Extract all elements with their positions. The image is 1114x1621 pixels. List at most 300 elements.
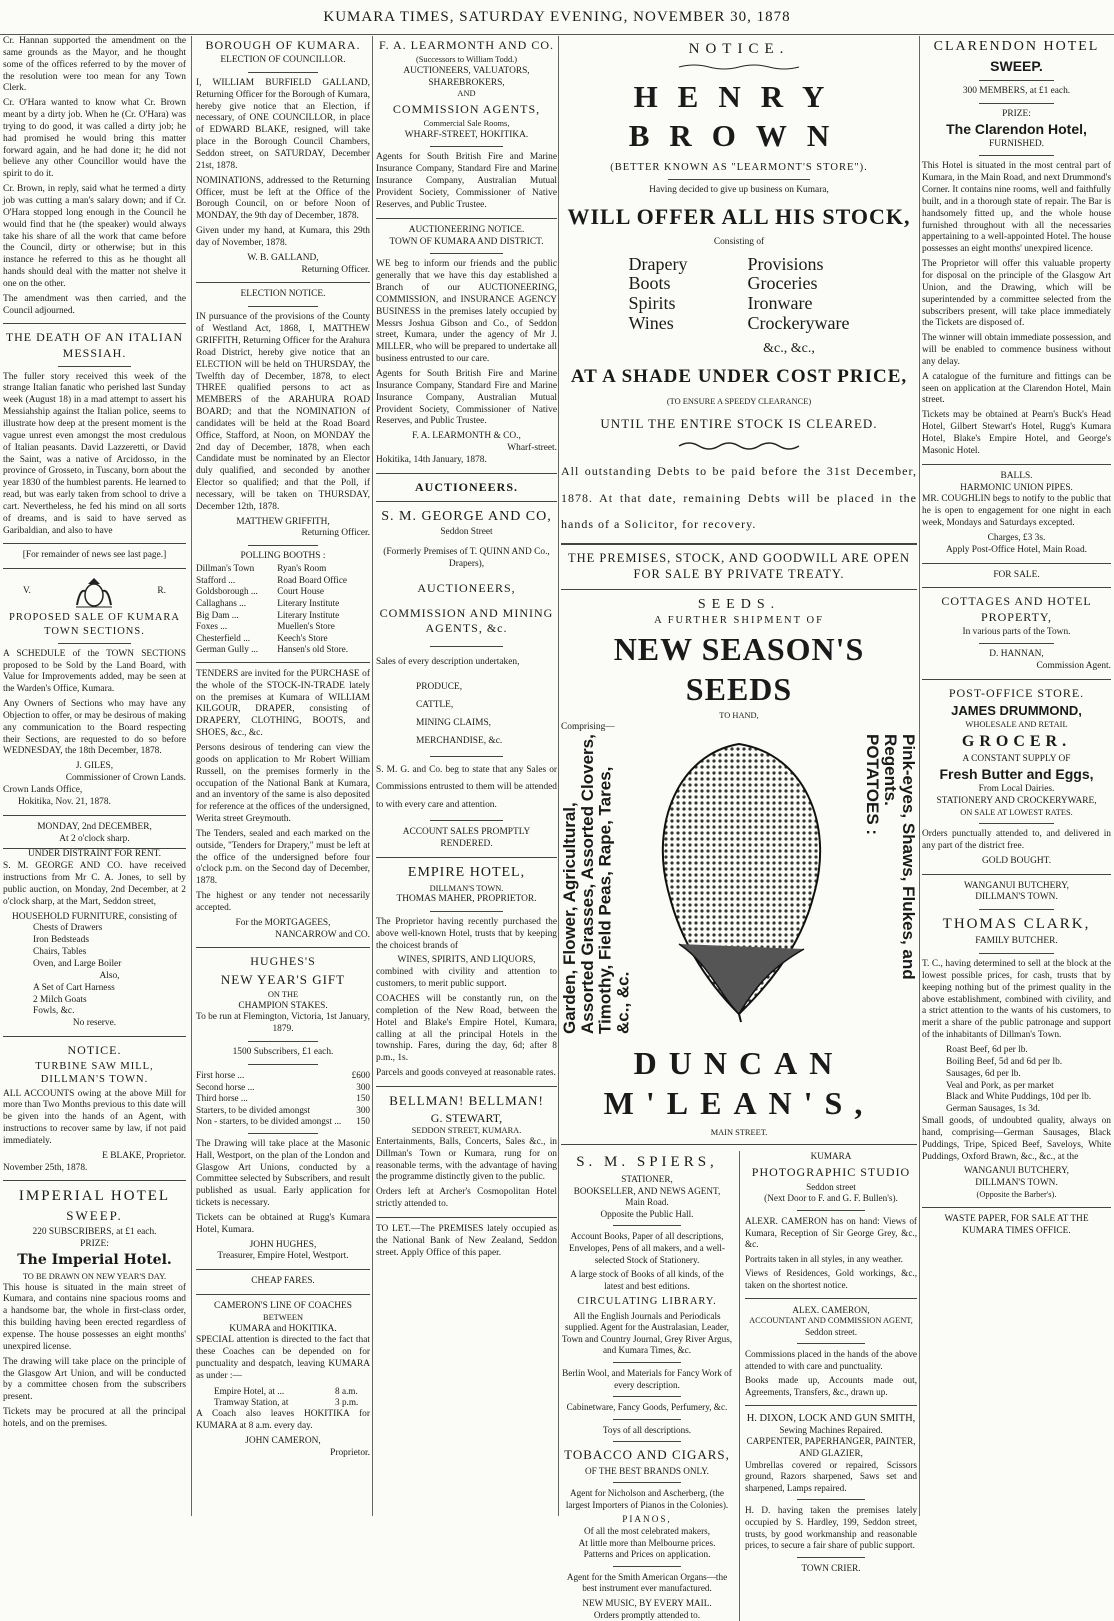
- list-item: Drapery: [628, 253, 688, 274]
- ad-subheading: From Local Dairies.: [978, 783, 1055, 794]
- ad-heading: HUGHES'S: [250, 954, 316, 969]
- ad-subheading: BETWEEN: [262, 1313, 303, 1323]
- cameron-dixon-ads: [739, 1151, 917, 1621]
- ad-heading: NEW MUSIC, BY EVERY MAIL.: [582, 1598, 712, 1608]
- prize-label: PRIZE:: [1002, 109, 1031, 120]
- divider: [376, 1217, 557, 1218]
- table-row: [196, 1386, 370, 1398]
- ad-subheading: DILLMAN'S TOWN.: [429, 883, 504, 893]
- ad-body: Sales of every description undertaken,: [376, 657, 520, 668]
- divider: [922, 464, 1111, 465]
- ad-body: This house is situated in the main street of Kumara, and contains nine spacious rooms and a handsome bar, the whole in first-class order, this building having been erected regardless of expense. The house possesses an eight months' unexpired license.: [3, 1282, 186, 1352]
- ad-heading: EMPIRE HOTEL,: [407, 864, 526, 880]
- ad-subheading: (Next Door to F. and G. F. Bullen's).: [764, 1193, 898, 1204]
- ad-body: S. M. G. and Co. beg to state that any Sales or Commissions entrusted to them will be attended to with every care and attention.: [376, 764, 557, 811]
- ad-subheading: BOOKSELLER, AND NEWS AGENT,: [573, 1185, 721, 1196]
- divider: [745, 1298, 917, 1299]
- divider: [613, 1482, 682, 1483]
- ad-heading: WASTE PAPER, FOR SALE AT THE: [944, 1213, 1089, 1224]
- table-row: [196, 1093, 370, 1105]
- ad-subheading: AND: [457, 89, 476, 99]
- ad-subheading: TOWN OF KUMARA AND DISTRICT.: [389, 236, 544, 247]
- auction-time: At 2 o'clock sharp.: [59, 833, 130, 844]
- ad-body: Agent for Nicholson and Ascherberg, (the largest Importers of Pianos in the Colonies).: [565, 1488, 729, 1510]
- ad-body: Persons desirous of tendering can view the goods on application to Mr Robert William Russell, on the premises formerly in the occupation of the National Bank at Kumara, and an inventory of the same is also deposited for reference at the offices of the undersigned, Werita street Greymouth.: [196, 742, 370, 825]
- ad-subheading: (Successors to William Todd.): [415, 55, 518, 65]
- ad-heading: TOBACCO AND CIGARS,: [564, 1447, 730, 1463]
- divider: [196, 947, 370, 948]
- ad-body: To be run at Flemington, Victoria, 1st January, 1879.: [196, 1012, 371, 1035]
- table-cell: Chesterfield ...: [196, 632, 251, 643]
- signature: W. B. GALLAND,: [247, 252, 319, 263]
- coach-times-table: [196, 1386, 370, 1409]
- ad-body: Tickets may be procured at all the principal hotels, and on the premises.: [3, 1407, 186, 1429]
- ad-body: Consisting of: [713, 236, 765, 247]
- ad-body: T. C., having determined to sell at the block at the lowest possible prices, for cash, trusts that by keeping nothing but of the primest quality in the above establishment, combined with civility, and a strict attention to the wants of his customers, to merit a share of the public patronage and support of the inhabitants of Dillman's Town.: [922, 959, 1111, 1041]
- list-item: Black and White Puddings, 10d per lb.: [946, 1092, 1092, 1103]
- ad-subheading: FAMILY BUTCHER.: [975, 936, 1058, 947]
- ad-heading: CARPENTER, PAPERHANGER, PAINTER, AND GLAZIER,: [746, 1436, 916, 1459]
- article-body: The fuller story received this week of the strange Italian fanatic who perished last Sunday week (August 18) in a mad attempt to assert his Messiahship against the Italian police, seems to illustrate how deep at the present moment is the vague unrest even amongst the most credulous of Italian peasants. David Lazzeretti, or David the Saint, was a native of Arcidosso, in the province of Grosseto, in Tuscany, born about the year 1830 of the humblest parents. He learned to read, but was early taken from school to drive a cart. Nevertheless, he fed his mind on all sorts of dreams, and is said to have served as Garibaldian, and also to have: [3, 371, 186, 536]
- ad-body: Given under my hand, at Kumara, this 29th day of November, 1878.: [196, 226, 370, 248]
- ad-subheading: SHAREBROKERS,: [428, 77, 505, 88]
- ad-subheading: SEDDON STREET, KUMARA.: [411, 1126, 522, 1136]
- divider: [376, 1086, 557, 1087]
- divider: [979, 155, 1055, 156]
- ad-heading: H. DIXON, LOCK AND GUN SMITH,: [746, 1412, 916, 1424]
- ad-body: Parcels and goods conveyed at reasonable rates.: [376, 1068, 556, 1079]
- divider: [248, 1133, 318, 1134]
- divider: [561, 1144, 917, 1145]
- ad-subheading: Main Road.: [625, 1197, 669, 1208]
- ad-heading: PROPOSED SALE OF KUMARA TOWN SECTIONS.: [9, 612, 180, 637]
- ad-subheading: ON SALE AT LOWEST RATES.: [960, 807, 1073, 817]
- list-item: Groceries: [747, 273, 818, 294]
- ad-headline: AT A SHADE UNDER COST PRICE,: [570, 366, 908, 388]
- table-cell: 150: [356, 1093, 370, 1104]
- ad-subheading: STATIONER,: [621, 1173, 673, 1184]
- ad-subheading: WINES, SPIRITS, AND LIQUORS,: [397, 955, 536, 966]
- signature: JOHN CAMERON,: [245, 1435, 321, 1446]
- ad-body: Cabinetware, Fancy Goods, Perfumery, &c.: [566, 1402, 728, 1413]
- ad-heading: ACCOUNT SALES PROMPTLY RENDERED.: [402, 827, 531, 850]
- ad-body: ALEXR. CAMERON has on hand: Views of Kumara, Reception of Sir George Grey, &c., &c.: [745, 1215, 917, 1250]
- signature-title: Commission Agent.: [1036, 661, 1111, 672]
- divider: [248, 72, 318, 73]
- ad-subheading: AUCTIONEERS, VALUATORS,: [403, 65, 530, 76]
- ad-body: A large stock of Books of all kinds, of the latest and best editions.: [570, 1269, 724, 1291]
- divider: [430, 911, 502, 912]
- ad-subheading: FURNISHED.: [989, 138, 1044, 149]
- subscribers: 220 SUBSCRIBERS, at £1 each.: [32, 1226, 157, 1237]
- ad-subheading: Opposite the Public Hall.: [600, 1208, 694, 1219]
- ad-body: Charges, £3 3s.: [987, 532, 1046, 543]
- divider: [922, 874, 1111, 875]
- ad-body: Orders left at Archer's Cosmopolitan Hotel strictly attended to.: [376, 1187, 557, 1210]
- notice-heading: NOTICE.: [688, 41, 790, 57]
- ad-body: I, WILLIAM BURFIELD GALLAND, Returning Officer for the Borough of Kumara, hereby give notice that an Election, if necessary, of ONE COUNCILLOR, in place of EDWARD BLAKE, resigned, will take place in the Borough Council Chambers, Seddon street, on SATURDAY, December 21st, 1878.: [196, 77, 370, 171]
- ad-heading: TOWN CRIER.: [801, 1562, 861, 1573]
- prize-label: PRIZE:: [80, 1238, 109, 1249]
- sub-columns: [561, 1151, 917, 1621]
- ad-subheading: Seddon street.: [804, 1326, 858, 1337]
- ad-heading: FOR SALE.: [993, 569, 1040, 580]
- ad-date: Hokitika, 14th January, 1878.: [376, 454, 487, 465]
- table-row: [196, 610, 370, 622]
- ad-body: NOMINATIONS, addressed to the Returning Officer, must be left at the Office of the Borough Council, on or before Noon of MONDAY, the 9th day of December, 1878.: [196, 175, 370, 222]
- ad-heading: THOMAS CLARK,: [942, 916, 1091, 933]
- column-divider: [191, 36, 192, 1516]
- signature: F. A. LEARMONTH & CO.,: [412, 431, 521, 442]
- table-row: [196, 644, 370, 656]
- table-cell: 8 a.m.: [335, 1385, 358, 1396]
- list-item: Sausages, 6d per lb.: [946, 1068, 1021, 1079]
- column-4-5: [560, 36, 918, 1620]
- ad-body: The Proprietor having recently purchased the above well-known Hotel, trusts that by keeping the choicest brands of: [376, 916, 557, 951]
- council-paragraph: Cr. Hannan supported the amendment on the same grounds as the Mayor, and he thought some of the offices referred to by the mover of the resolution were too mean for any Town Clerk.: [3, 36, 186, 94]
- divider: [248, 1041, 318, 1042]
- signature-title: Proprietor.: [330, 1447, 370, 1458]
- council-paragraph: Cr. Brown, in reply, said what he termed a dirty job was cutting a man's salary down; and if Cr. O'Hara stopped long enough in the Council he would find that he (the speaker) would always take his share of all the work that came before the Council, dirty or otherwise; but in this instance he referred to this as he thought all hands should deal with the matter not shelve it one on the other.: [3, 184, 186, 289]
- divider: [979, 909, 1055, 910]
- ad-body: Comprising—: [561, 722, 615, 733]
- ad-heading: UNDER DISTRAINT FOR RENT.: [3, 848, 186, 861]
- seeds-list-vertical: Garden, Flower, Agricultural, Assorted Grasses, Assorted Clovers, Timothy, Field Peas, Rape, Tares, &c., &c.: [560, 734, 633, 1034]
- ad-heading: HARMONIC UNION PIPES.: [960, 482, 1073, 493]
- list-item: Boots: [628, 273, 671, 294]
- ad-body: H. D. having taken the premises lately occupied by S. Hardley, 199, Seddon street, trusts, by good workmanship and reasonable prices, to secure a fair share of public support.: [745, 1505, 917, 1551]
- divider: [3, 815, 186, 816]
- divider: [376, 473, 557, 474]
- table-cell: Literary Institute: [277, 609, 340, 620]
- ad-heading: PIANOS,: [622, 1514, 672, 1525]
- r-initial: R.: [157, 586, 166, 597]
- ad-body: Orders promptly attended to.: [593, 1609, 701, 1620]
- divider: [58, 366, 131, 367]
- divider: [196, 662, 370, 663]
- ad-subheading: WHOLESALE AND RETAIL: [965, 719, 1068, 729]
- subscribers: 300 MEMBERS, at £1 each.: [962, 86, 1071, 97]
- divider: [922, 1207, 1111, 1208]
- table-row: [196, 633, 370, 645]
- ad-body: Apply Post-Office Hotel, Main Road.: [946, 544, 1087, 555]
- divider: [430, 646, 502, 647]
- ad-heading: THE PREMISES, STOCK, AND GOODWILL ARE OPEN FOR SALE BY PRIVATE TREATY.: [567, 551, 910, 582]
- divider: [376, 218, 557, 219]
- ad-body: Orders punctually attended to, and delivered in any part of the district free.: [922, 829, 1111, 851]
- ad-subheading: AUCTIONEERS,: [417, 581, 516, 595]
- council-paragraph: Cr. O'Hara wanted to know what Cr. Brown meant by a dirty job. When he (Cr. O'Hara) was trying to do good, it was called a dirty job; he had promised he would bring this matter forward again, and he had done it; he did not believe any other Councillor would have the spirit to do it.: [3, 98, 186, 180]
- ad-body: Books made up, Accounts made out, Agreements, Transfers, &c., drawn up.: [745, 1375, 917, 1398]
- ad-body: Account Books, Paper of all descriptions, Envelopes, Pens of all makers, and a well-selected Stock of Stationery.: [569, 1231, 725, 1265]
- divider: [613, 1396, 682, 1397]
- potato-varieties-vertical: Pink-eyes, Shaws, Flukes, and Regents.: [881, 733, 918, 980]
- table-cell: 150: [356, 1116, 370, 1127]
- ad-subheading: THOMAS MAHER, PROPRIETOR.: [396, 894, 537, 905]
- ad-subheading: (BETTER KNOWN AS "LEARMONT'S STORE").: [610, 161, 868, 173]
- divider: [430, 253, 502, 254]
- ad-heading: COTTAGES AND HOTEL PROPERTY,: [941, 594, 1092, 624]
- list-item: Fowls, &c.: [33, 1006, 75, 1017]
- divider: [561, 543, 917, 545]
- list-item: German Sausages, 1s 3d.: [946, 1104, 1040, 1115]
- divider: [196, 1294, 370, 1295]
- subscribers: 1500 Subscribers, £1 each.: [232, 1047, 334, 1058]
- table-cell: Foxes ...: [196, 621, 228, 632]
- divider: [561, 589, 917, 590]
- ad-heading: AUCTIONEERING NOTICE.: [408, 224, 525, 235]
- signature: JOHN HUGHES,: [249, 1239, 317, 1250]
- table-cell: 3 p.m.: [335, 1397, 359, 1408]
- divider: [430, 756, 502, 757]
- list-item: Chests of Drawers: [33, 923, 103, 934]
- ad-body: TO LET.—The PREMISES lately occupied as the National Bank of New Zealand, Seddon street. Apply Office of this paper.: [376, 1224, 557, 1258]
- divider: [430, 820, 502, 821]
- table-cell: £600: [351, 1069, 370, 1080]
- ad-subheading: KUMARA: [810, 1151, 852, 1162]
- ad-heading: POST-OFFICE STORE.: [948, 686, 1085, 701]
- ad-heading: WANGANUI BUTCHERY,: [963, 1166, 1070, 1177]
- divider: [430, 146, 502, 147]
- ad-subheading: A CONSTANT SUPPLY OF: [962, 754, 1071, 765]
- ad-body: The Drawing will take place at the Masonic Hall, Westport, on the plan of the London and Glasgow Art Unions, conducted by a Committee selected by Subscribers, and result published as usual. Early application for tickets is necessary.: [196, 1138, 370, 1209]
- ad-heading: S. M. SPIERS,: [576, 1154, 718, 1171]
- ad-heading: KUMARA TIMES OFFICE.: [962, 1225, 1071, 1236]
- divider: [745, 1405, 917, 1406]
- ad-headline: WILL OFFER ALL HIS STOCK,: [567, 204, 911, 230]
- divider: [613, 1225, 682, 1226]
- potato-illustration-icon: [639, 734, 839, 1024]
- price-list: [922, 1045, 1111, 1116]
- table-cell: Tramway Station, at: [214, 1397, 289, 1408]
- ad-heading: CIRCULATING LIBRARY.: [577, 1296, 717, 1308]
- ad-heading: SWEEP.: [66, 1208, 123, 1224]
- ad-body: At little more than Melbourne prices.: [578, 1537, 716, 1548]
- ad-body: WE beg to inform our friends and the public generally that we have this day established a Branch of our AUCTIONEERING, COMMISSION, and INSURANCE AGENCY BUSINESS in the premises lately occupied by Messrs Joshua Gibson and Co., of Seddon street, Kumara, under the agency of Mr J. MILLER, who will be prepared to undertake all business entrusted to our care.: [376, 259, 557, 365]
- list-item: PRODUCE,: [416, 682, 463, 693]
- vr-initial: V.: [23, 586, 31, 597]
- ad-body: Agents for South British Fire and Marine Insurance Company, Standard Fire and Marine Insurance Company, Australian Mutual Provident Society, Commissioner of Native Reserves, and Public Trustee.: [376, 368, 557, 427]
- ad-subheading: G. STEWART,: [430, 1111, 503, 1126]
- table-cell: Ryan's Room: [277, 563, 327, 574]
- ad-subheading: COMMISSION AND MINING AGENTS, &c.: [379, 606, 554, 636]
- list-item: Iron Bedsteads: [33, 935, 89, 946]
- divider: [3, 543, 186, 544]
- masthead: KUMARA TIMES, SATURDAY EVENING, NOVEMBER 30, 1878: [0, 0, 1114, 35]
- table-cell: Road Board Office: [277, 574, 347, 585]
- ad-subheading: CHAMPION STAKES.: [238, 1000, 328, 1011]
- ad-subheading: Commercial Sale Rooms,: [423, 119, 510, 129]
- ad-body: The Proprietor will offer this valuable property for disposal on the principle of the Glasgow Art Union, and the Drawing, which will be superintended by a committee selected from the subscribers present, will take place immediately the Tickets are disposed of.: [922, 259, 1111, 329]
- divider: [797, 1343, 866, 1344]
- signature: For the MORTGAGEES,: [235, 917, 331, 928]
- table-cell: Starters, to be divided amongst: [196, 1104, 311, 1115]
- prize-name: The Imperial Hotel.: [17, 1252, 172, 1269]
- divider: [376, 501, 557, 502]
- list-item: Chairs, Tables: [33, 947, 87, 958]
- divider: [797, 1499, 866, 1500]
- divider: [248, 1064, 318, 1065]
- column-2: [196, 36, 370, 1516]
- ad-body: Entertainments, Balls, Concerts, Sales &c., in Dillman's Town or Kumara, rung for on reasonable terms, with the advantage of having the programme distinctly given to the public.: [376, 1136, 557, 1183]
- ad-body: A catalogue of the furniture and fittings can be seen on application at the Clarendon Hotel, Main street.: [922, 371, 1111, 406]
- ad-subheading: ACCOUNTANT AND COMMISSION AGENT,: [749, 1316, 913, 1326]
- ad-heading: JAMES DRUMMOND,: [951, 703, 1082, 719]
- ad-heading: ELECTION NOTICE.: [240, 289, 326, 300]
- ad-heading: GROCER.: [961, 733, 1072, 751]
- table-cell: Keech's Store: [277, 632, 328, 643]
- ad-subheading: Sewing Machines Repaired.: [779, 1424, 883, 1435]
- list-item: Also,: [99, 970, 120, 981]
- ad-body: Commissions placed in the hands of the above attended to with care and punctuality.: [745, 1349, 917, 1371]
- potatoes-heading-vertical: POTATOES :: [863, 733, 882, 835]
- divider: [196, 1269, 370, 1270]
- divider: [922, 679, 1111, 680]
- ad-subheading: DILLMAN'S TOWN.: [975, 1178, 1058, 1189]
- ad-heading: CLARENDON HOTEL: [933, 39, 1100, 54]
- divider: [979, 823, 1055, 824]
- ad-headline: NEW SEASON'S SEEDS: [613, 630, 865, 708]
- divider: [196, 282, 370, 283]
- table-row: [196, 598, 370, 610]
- divider: [3, 1036, 186, 1037]
- ad-body: (Formerly Premises of T. QUINN AND Co., Drapers),: [383, 547, 550, 570]
- signature-title: Commissioner of Crown Lands.: [65, 773, 186, 784]
- draw-date: TO BE DRAWN ON NEW YEAR'S DAY.: [22, 1272, 167, 1282]
- spiers-ad: [561, 1151, 733, 1621]
- ad-subheading: TO HAND,: [719, 711, 759, 721]
- ad-heading: AUCTIONEERS.: [414, 479, 519, 494]
- column-6: [922, 36, 1111, 1516]
- royal-coat-of-arms-icon: [72, 575, 116, 609]
- ad-heading: Fresh Butter and Eggs,: [939, 766, 1094, 783]
- ad-body: &c., &c.,: [763, 340, 815, 356]
- ad-body: Of all the most celebrated makers,: [583, 1526, 711, 1537]
- seeds-illustration-row: [561, 734, 917, 1039]
- list-item: CATTLE,: [416, 700, 454, 711]
- ad-body: MR. COUGHLIN begs to notify to the public that he is open to engagement for one night in each week, Mondays and Saturdays excepted.: [922, 494, 1111, 529]
- signature: D. HANNAN,: [989, 649, 1044, 660]
- ad-subheading: ELECTION OF COUNCILLOR.: [220, 55, 346, 66]
- divider: [58, 643, 131, 644]
- ad-body: Portraits taken in all styles, in any weather.: [745, 1253, 903, 1264]
- ad-heading: ALEX. CAMERON,: [792, 1304, 870, 1315]
- ad-body: COACHES will be constantly run, on the completion of the New Road, between the Hotel and Blake's Empire Hotel, Kumara, calling at all the principal Hotels in the township. Fares, during the day, 6d; after 8 p.m., 1s.: [376, 993, 557, 1064]
- ad-body: A SCHEDULE of the TOWN SECTIONS proposed to be Sold by the Land Board, with Value for Improvements added, may be seen at the Warden's Office, Kumara.: [3, 648, 186, 695]
- ad-heading: GOLD BOUGHT.: [981, 855, 1052, 866]
- ad-date: November 25th, 1878.: [3, 1162, 88, 1173]
- ad-body: Toys of all descriptions.: [602, 1424, 692, 1435]
- list-item: MINING CLAIMS,: [416, 717, 491, 728]
- ad-body: The Tenders, sealed and each marked on the outside, "Tenders for Drapery," must be left at the office of the undersigned before four o'clock p.m. on the Second day of December, 1878.: [196, 828, 370, 887]
- ad-body: The highest or any tender not necessarily accepted.: [196, 891, 370, 913]
- ornament-icon: [679, 440, 799, 452]
- ad-body: Patterns and Prices on application.: [583, 1549, 711, 1560]
- table-cell: 300: [356, 1081, 370, 1092]
- ad-body: Agents for South British Fire and Marine Insurance Company, Standard Fire and Marine Insurance Company, Australian Mutual Provident Society, Commissioner of Native Reserves, and Public Trustee.: [376, 152, 557, 210]
- ad-subheading: Seddon Street: [440, 527, 493, 538]
- ad-body: Small goods, of undoubted quality, always on hand, comprising—German Sausages, Black Puddings, Tripe, Spiced Beef, Saveloys, White Puddings, Oxford Brawn, &c., &c., at the: [922, 1116, 1111, 1162]
- ad-subheading: MAIN STREET.: [710, 1127, 768, 1137]
- table-cell: Hansen's old Store.: [277, 644, 349, 655]
- table-cell: German Gully ...: [196, 644, 259, 655]
- divider: [922, 587, 1111, 588]
- list-item: Oven, and Large Boiler: [33, 958, 122, 969]
- ad-heading: POLLING BOOTHS :: [240, 551, 326, 562]
- ad-body: Any Owners of Sections who may have any Objection to offer, or may be desirous of making any communication to the Board respecting their Sections, are requested to do so before WEDNESDAY, the 18th December, 1878.: [3, 699, 186, 757]
- article-heading: THE DEATH OF AN ITALIAN MESSIAH.: [5, 330, 184, 360]
- ad-subheading: ON THE: [267, 989, 299, 999]
- auction-date: MONDAY, 2nd DECEMBER,: [37, 821, 152, 832]
- list-item: Provisions: [747, 253, 824, 274]
- goods-list: [561, 255, 917, 334]
- list-item: Veal and Pork, as per market: [946, 1080, 1054, 1091]
- ad-heading: WANGANUI BUTCHERY,: [963, 880, 1070, 891]
- table-row: [196, 1070, 370, 1082]
- ad-heading: CAMERON'S LINE OF COACHES: [214, 1301, 352, 1312]
- item-list: [3, 923, 186, 1018]
- prize-name: The Clarendon Hotel,: [946, 120, 1087, 137]
- list-item: Roast Beef, 6d per lb.: [946, 1044, 1028, 1055]
- column-divider: [919, 36, 920, 1516]
- table-cell: Empire Hotel, at ...: [214, 1385, 285, 1396]
- ad-heading: NEW YEAR'S GIFT: [220, 971, 346, 987]
- ad-heading: HOUSEHOLD FURNITURE, consisting of: [11, 911, 178, 922]
- prizes-table: [196, 1070, 370, 1128]
- ad-body: Tickets can be obtained at Rugg's Kumara Hotel, Kumara.: [196, 1212, 370, 1235]
- ad-date: Hokitika, Nov. 21, 1878.: [18, 796, 111, 807]
- table-row: [196, 1397, 370, 1409]
- ad-body: The drawing will take place on the principle of the Glasgow Art Union, and will be conducted by a committee chosen from the subscribers present.: [3, 1356, 186, 1403]
- ad-body: TENDERS are invited for the PURCHASE of the whole of the STOCK-IN-TRADE lately on the premises at Kumara of WILLIAM KILGOUR, DRAPER, consisting of DRAPERY, CLOTHING, BOOTS, and SHOES, &c., &c.: [196, 668, 370, 739]
- divider: [3, 323, 186, 324]
- ad-body: ALL ACCOUNTS owing at the above Mill for more than Two Months previous to this date will be given into the hands of an Agent, with instructions to recover same by law, if not paid immediately.: [3, 1088, 186, 1146]
- remainder-note: [For remainder of news see last page.]: [22, 550, 167, 561]
- ad-body: Views of Residences, Gold workings, &c., taken on the shortest notice.: [745, 1268, 917, 1290]
- list-item: A Set of Cart Harness: [33, 982, 115, 993]
- table-cell: First horse ...: [196, 1069, 245, 1080]
- divider: [3, 1180, 186, 1181]
- ad-body: combined with civility and attention to customers, to merit public support.: [376, 967, 557, 990]
- divider: [922, 563, 1111, 564]
- column-3: [376, 36, 557, 1516]
- ad-body: A Coach also leaves HOKITIKA for KUMARA at 8 a.m. every day.: [196, 1409, 370, 1431]
- divider: [3, 568, 186, 569]
- signature-title: Wharf-street.: [507, 443, 557, 454]
- signature: J. GILES,: [75, 761, 114, 772]
- ad-title: HENRY BROWN: [628, 78, 850, 153]
- divider: [376, 857, 557, 858]
- ad-subheading: (Opposite the Barber's).: [976, 1190, 1057, 1200]
- table-cell: Non - starters, to be divided amongst ...: [196, 1116, 342, 1127]
- table-row: [196, 1082, 370, 1094]
- list-item: Boiling Beef, 5d and 6d per lb.: [946, 1056, 1063, 1067]
- ad-body: UNTIL THE ENTIRE STOCK IS CLEARED.: [600, 415, 878, 431]
- divider: [613, 1419, 682, 1420]
- table-row: [196, 575, 370, 587]
- table-cell: Callaghans ...: [196, 597, 247, 608]
- divider: [248, 545, 318, 546]
- ad-subheading: KUMARA and HOKITIKA.: [229, 1323, 337, 1334]
- seeds-heading: SEEDS.: [697, 596, 781, 612]
- table-cell: Muellen's Store: [277, 621, 335, 632]
- table-row: [196, 1105, 370, 1117]
- divider: [613, 1566, 682, 1567]
- divider: [797, 1557, 866, 1558]
- ad-body: In various parts of the Town.: [962, 626, 1071, 637]
- list-item: Crockeryware: [747, 313, 850, 333]
- divider: [668, 179, 810, 180]
